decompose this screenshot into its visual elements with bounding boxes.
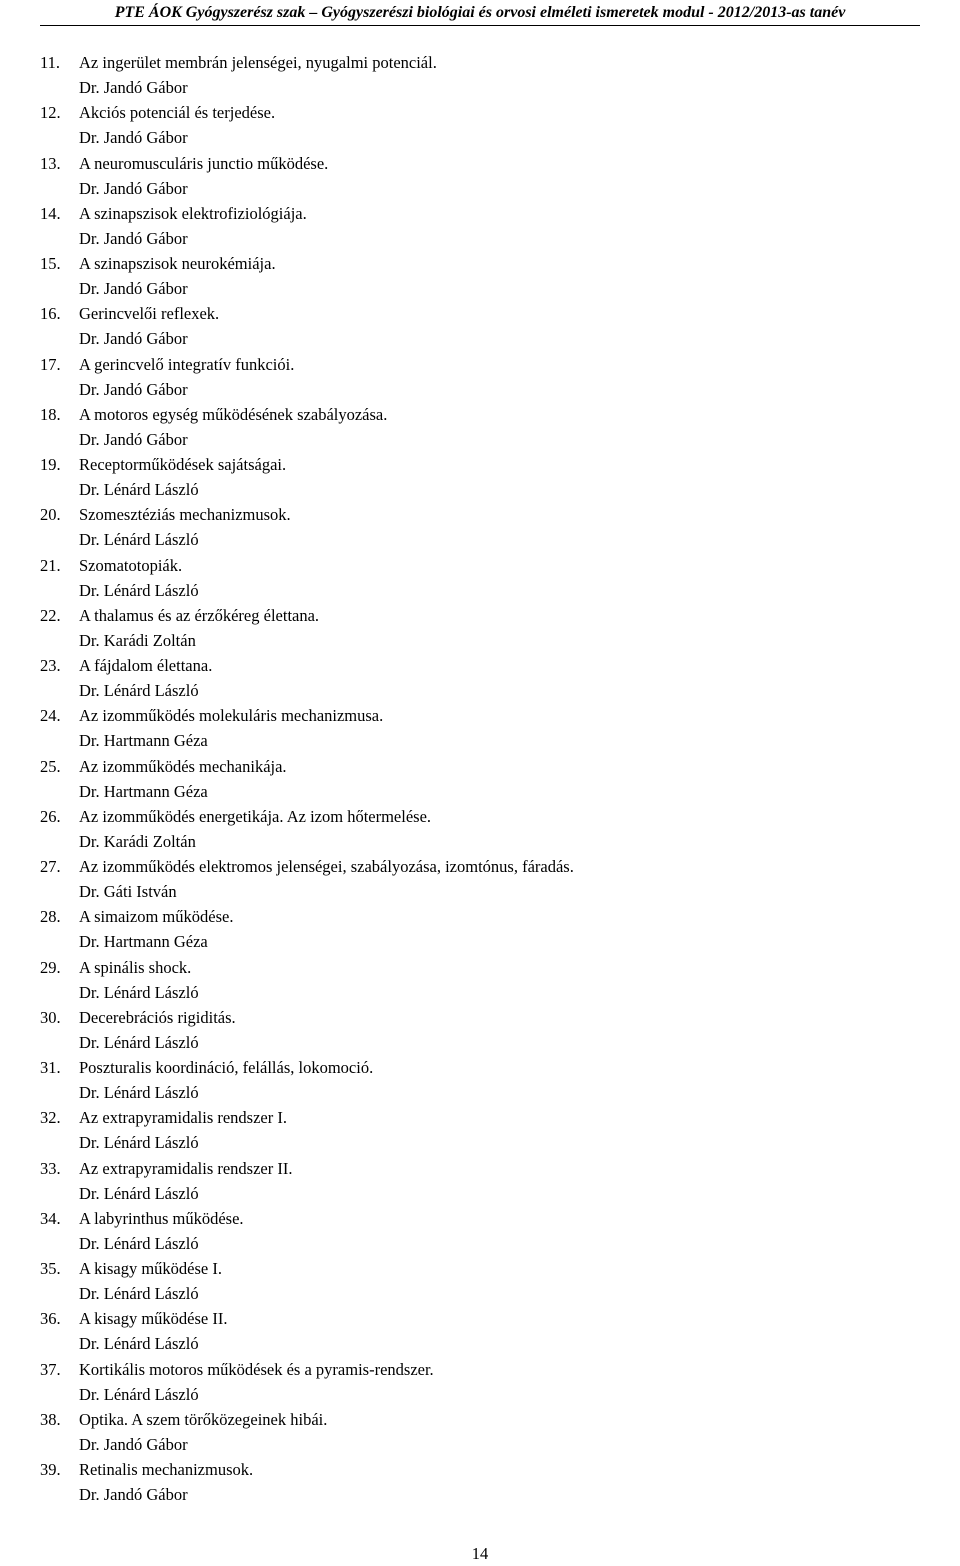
topic-title: Szomatotopiák. [79,555,183,575]
topic-number: 34. [40,1208,61,1228]
topic-title: Az izomműködés elektromos jelenségei, szabályozása, izomtónus, fáradás. [79,857,574,876]
list-item [40,703,920,753]
topic-title: Szomesztéziás mechanizmusok. [79,505,291,525]
list-item [40,653,920,703]
topic-lecturer: Dr. Jandó Gábor [79,178,188,198]
topic-title: A labyrinthus működése. [79,1208,244,1228]
topic-lecturer: Dr. Hartmann Géza [79,731,208,751]
topic-lecturer-line [40,1432,920,1457]
topic-title: A neuromusculáris junctio működése. [79,153,329,173]
topic-title: Az izomműködés mechanikája. [79,756,287,776]
list-item [40,1105,920,1155]
topic-number: 16. [40,304,61,324]
topic-lecturer-line [40,829,920,854]
list-item [40,804,920,854]
topic-title-line [40,1156,920,1181]
topic-lecturer-line [40,879,920,904]
topic-title-line [40,301,920,326]
list-item [40,1357,920,1407]
topic-title: Kortikális motoros működések és a pyramis-rendszer. [79,1359,434,1379]
topic-title: Az izomműködés molekuláris mechanizmusa. [79,706,384,726]
topic-title-line [40,904,920,929]
topic-number: 11. [40,53,61,72]
list-item [40,1206,920,1256]
list-item [40,201,920,251]
list-item [40,955,920,1005]
topic-lecturer-line [40,779,920,804]
topic-title-line [40,100,920,125]
topic-title: Optika. A szem törőközegeinek hibái. [79,1409,328,1429]
topic-title: Az extrapyramidalis rendszer II. [79,1158,293,1178]
topic-lecturer-line [40,1281,920,1306]
topic-title-line [40,502,920,527]
topic-lecturer: Dr. Jandó Gábor [79,279,188,299]
topic-lecturer-line [40,427,920,452]
topic-lecturer: Dr. Lénárd László [79,480,199,500]
topic-number: 20. [40,505,61,525]
topic-title: Az izomműködés energetikája. Az izom hőtermelése. [79,806,432,826]
list-item [40,754,920,804]
list-item [40,854,920,904]
topic-title: A szinapszisok neurokémiája. [79,254,276,273]
topic-number: 27. [40,857,61,876]
topic-lecturer: Dr. Jandó Gábor [79,128,188,148]
topic-lecturer: Dr. Lénárd László [79,1334,199,1354]
topic-title: Gerincvelői reflexek. [79,304,220,324]
list-item [40,452,920,502]
list-item [40,151,920,201]
topic-lecturer-line [40,377,920,402]
topic-lecturer: Dr. Jandó Gábor [79,228,188,248]
topic-lecturer-line [40,1331,920,1356]
topic-number: 24. [40,706,61,726]
list-item [40,1256,920,1306]
topic-title: Az extrapyramidalis rendszer I. [79,1108,287,1128]
topic-lecturer-line [40,1231,920,1256]
topic-title: Decerebrációs rigiditás. [79,1007,236,1027]
list-item [40,1055,920,1105]
topic-lecturer: Dr. Lénárd László [79,530,199,550]
topic-title-line [40,1256,920,1281]
page-number: 14 [471,1544,489,1563]
topic-number: 36. [40,1309,61,1329]
topic-lecturer-line [40,176,920,201]
topic-number: 14. [40,203,61,223]
topic-lecturer: Dr. Lénárd László [79,681,199,701]
topic-title: A kisagy működése II. [79,1309,228,1329]
topic-lecturer-line [40,326,920,351]
topic-lecturer: Dr. Gáti István [79,882,177,902]
topic-lecturer-line [40,75,920,100]
topic-title: A kisagy működése I. [79,1259,222,1278]
topic-title-line [40,804,920,829]
topic-lecturer: Dr. Jandó Gábor [79,379,188,399]
topic-lecturer: Dr. Karádi Zoltán [79,831,196,851]
topic-number: 26. [40,806,61,826]
topic-lecturer: Dr. Jandó Gábor [79,1485,188,1505]
topic-lecturer-line [40,1030,920,1055]
topic-title-line [40,402,920,427]
topic-title-line [40,151,920,176]
list-item [40,251,920,301]
topic-title: Receptorműködések sajátságai. [79,455,287,474]
list-item [40,1407,920,1457]
topic-lecturer-line [40,1482,920,1507]
topic-title-line [40,653,920,678]
topic-lecturer: Dr. Lénárd László [79,580,199,600]
topic-lecturer: Dr. Jandó Gábor [79,329,188,349]
topic-title-line [40,1206,920,1231]
topic-number: 21. [40,555,61,575]
topic-number: 22. [40,605,61,625]
list-item [40,904,920,954]
topic-title-line [40,1357,920,1382]
topic-lecturer-line [40,125,920,150]
topic-number: 35. [40,1259,61,1278]
list-item [40,352,920,402]
topic-lecturer-line [40,477,920,502]
topic-title-line [40,1457,920,1482]
topic-title: A thalamus és az érzőkéreg élettana. [79,605,320,625]
list-item [40,402,920,452]
topic-lecturer-line [40,578,920,603]
list-item [40,553,920,603]
topic-title: A motoros egység működésének szabályozása. [79,404,388,424]
topic-title-line [40,854,920,879]
topic-lecturer-line [40,929,920,954]
topic-title-line [40,955,920,980]
topic-number: 28. [40,907,61,927]
topic-lecturer: Dr. Karádi Zoltán [79,630,196,650]
topic-lecturer-line [40,980,920,1005]
topic-number: 37. [40,1359,61,1379]
topic-number: 15. [40,254,61,273]
topic-number: 31. [40,1058,61,1077]
list-item [40,1005,920,1055]
topic-number: 38. [40,1409,61,1429]
topic-lecturer: Dr. Hartmann Géza [79,781,208,801]
topic-title: Akciós potenciál és terjedése. [79,103,276,123]
topic-title-line [40,1105,920,1130]
list-item [40,50,920,100]
topic-title-line [40,1407,920,1432]
list-item [40,603,920,653]
topic-number: 12. [40,103,61,123]
topic-lecturer: Dr. Jandó Gábor [79,78,188,98]
topic-number: 19. [40,455,61,474]
topic-lecturer: Dr. Jandó Gábor [79,429,188,449]
topic-lecturer-line [40,678,920,703]
topic-number: 29. [40,957,61,977]
list-item [40,502,920,552]
topic-lecturer: Dr. Lénárd László [79,1133,199,1153]
page-header [0,0,960,26]
topic-title: A spinális shock. [79,957,192,977]
topic-lecturer-line [40,628,920,653]
topic-number: 32. [40,1108,61,1128]
topic-title-line [40,754,920,779]
topic-lecturer: Dr. Lénárd László [79,1032,199,1052]
topic-title-line [40,1055,920,1080]
topic-title-line [40,251,920,276]
topic-title: A szinapszisok elektrofiziológiája. [79,203,307,223]
topic-lecturer: Dr. Lénárd László [79,1233,199,1253]
topic-title-line [40,703,920,728]
topic-lecturer: Dr. Hartmann Géza [79,932,208,952]
topic-lecturer-line [40,1080,920,1105]
topic-lecturer: Dr. Lénárd László [79,982,199,1002]
topic-number: 30. [40,1007,61,1027]
topic-lecturer-line [40,1130,920,1155]
list-item [40,1156,920,1206]
topic-title-line [40,201,920,226]
header-title: PTE ÁOK Gyógyszerész szak – Gyógyszerészi biológiai és orvosi elméleti ismeretek modul - 2012/2013-as tanév [114,4,846,21]
topic-number: 23. [40,656,61,675]
topic-lecturer-line [40,226,920,251]
topic-number: 39. [40,1460,61,1479]
topic-number: 33. [40,1158,61,1178]
list-item [40,100,920,150]
topic-lecturer: Dr. Jandó Gábor [79,1434,188,1454]
topic-number: 18. [40,404,61,424]
topic-lecturer: Dr. Lénárd László [79,1083,199,1103]
topic-title: A simaizom működése. [79,907,234,927]
topic-title-line [40,1306,920,1331]
topic-lecturer-line [40,1181,920,1206]
topic-lecturer-line [40,1382,920,1407]
topic-lecturer: Dr. Lénárd László [79,1284,199,1304]
topic-title-line [40,1005,920,1030]
list-item [40,301,920,351]
topic-title: Az ingerület membrán jelenségei, nyugalmi potenciál. [79,53,437,72]
topic-title: Retinalis mechanizmusok. [79,1460,254,1479]
header-rule [40,25,920,26]
topic-lecturer-line [40,527,920,552]
topic-lecturer: Dr. Lénárd László [79,1384,199,1404]
list-item [40,1457,920,1507]
topic-title: A gerincvelő integratív funkciói. [79,354,295,374]
topic-title: Poszturalis koordináció, felállás, lokomoció. [79,1058,374,1077]
topic-number: 17. [40,354,61,374]
topic-lecturer: Dr. Lénárd László [79,1183,199,1203]
topic-title: A fájdalom élettana. [79,656,213,675]
topic-number: 13. [40,153,61,173]
topic-title-line [40,603,920,628]
topic-title-line [40,553,920,578]
topic-number: 25. [40,756,61,776]
topic-title-line [40,452,920,477]
list-item [40,1306,920,1356]
topic-title-line [40,352,920,377]
topic-lecturer-line [40,728,920,753]
topic-lecturer-line [40,276,920,301]
topic-title-line [40,50,920,75]
topic-list [40,50,920,1507]
